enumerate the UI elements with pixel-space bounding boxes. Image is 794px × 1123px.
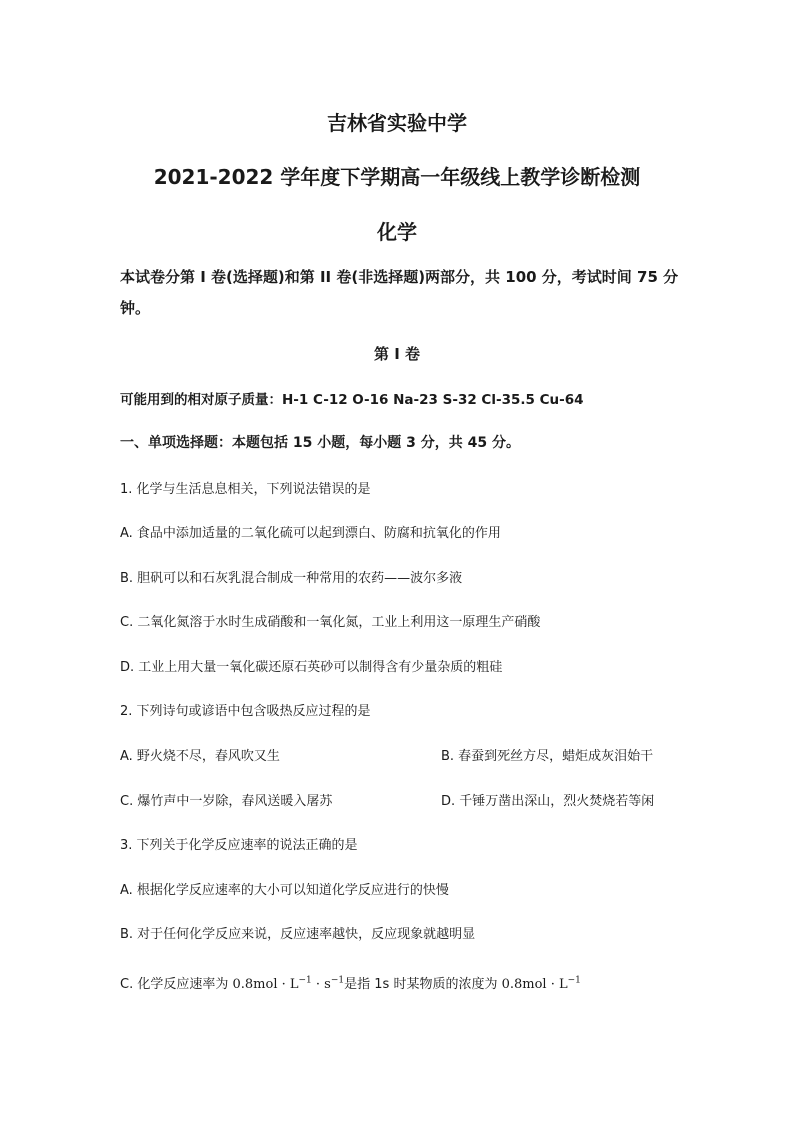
intro-line-1: 本试卷分第 I 卷(选择题)和第 II 卷(非选择题)两部分，共 100 分，考试时间 75 分 <box>120 268 679 286</box>
question-2-stem: 2. 下列诗句或谚语中包含吸热反应过程的是 <box>120 704 371 719</box>
question-1-option-a: A. 食品中添加适量的二氧化硫可以起到漂白、防腐和抗氧化的作用 <box>120 526 501 541</box>
exam-title: 2021-2022 学年度下学期高一年级线上教学诊断检测 <box>153 165 641 189</box>
rate-time-unit: · s <box>311 977 331 992</box>
question-1-option-c: C. 二氧化氮溶于水时生成硝酸和一氧化氮，工业上利用这一原理生产硝酸 <box>120 615 541 630</box>
question-2-option-d: D. 千锤万凿出深山，烈火焚烧若等闲 <box>441 794 655 809</box>
question-2-option-b: B. 春蚕到死丝方尽，蜡炬成灰泪始干 <box>441 749 654 764</box>
rate-exponent-2: −1 <box>330 975 345 986</box>
question-3-stem: 3. 下列关于化学反应速率的说法正确的是 <box>120 838 358 853</box>
option-c-middle: 是指 1s 时某物质的浓度为 <box>344 977 502 992</box>
concentration-value: 0.8mol · L <box>501 977 568 992</box>
question-3-option-c <box>120 973 581 992</box>
rate-value: 0.8mol · L <box>232 977 299 992</box>
question-1-option-b: B. 胆矾可以和石灰乳混合制成一种常用的农药——波尔多液 <box>120 571 463 586</box>
part-title: 第 I 卷 <box>373 345 421 363</box>
school-name: 吉林省实验中学 <box>327 111 467 135</box>
rate-exponent-1: −1 <box>298 975 312 986</box>
option-c-prefix: C. 化学反应速率为 <box>120 977 233 992</box>
subject-title: 化学 <box>377 220 417 244</box>
intro-line-2: 钟。 <box>120 299 151 317</box>
question-3-option-b: B. 对于任何化学反应来说，反应速率越快，反应现象就越明显 <box>120 927 476 942</box>
question-1-stem: 1. 化学与生活息息相关，下列说法错误的是 <box>120 482 371 497</box>
concentration-exponent: −1 <box>567 975 581 986</box>
section-heading: 一、单项选择题：本题包括 15 小题，每小题 3 分，共 45 分。 <box>120 435 520 451</box>
question-1-option-d: D. 工业上用大量一氧化碳还原石英砂可以制得含有少量杂质的粗硅 <box>120 660 503 675</box>
question-2-option-a: A. 野火烧不尽，春风吹又生 <box>120 749 280 764</box>
atomic-masses: 可能用到的相对原子质量：H-1 C-12 O-16 Na-23 S-32 Cl-35.5 Cu-64 <box>120 392 584 408</box>
question-2-option-c: C. 爆竹声中一岁除，春风送暖入屠苏 <box>120 794 333 809</box>
question-3-option-a: A. 根据化学反应速率的大小可以知道化学反应进行的快慢 <box>120 883 449 898</box>
